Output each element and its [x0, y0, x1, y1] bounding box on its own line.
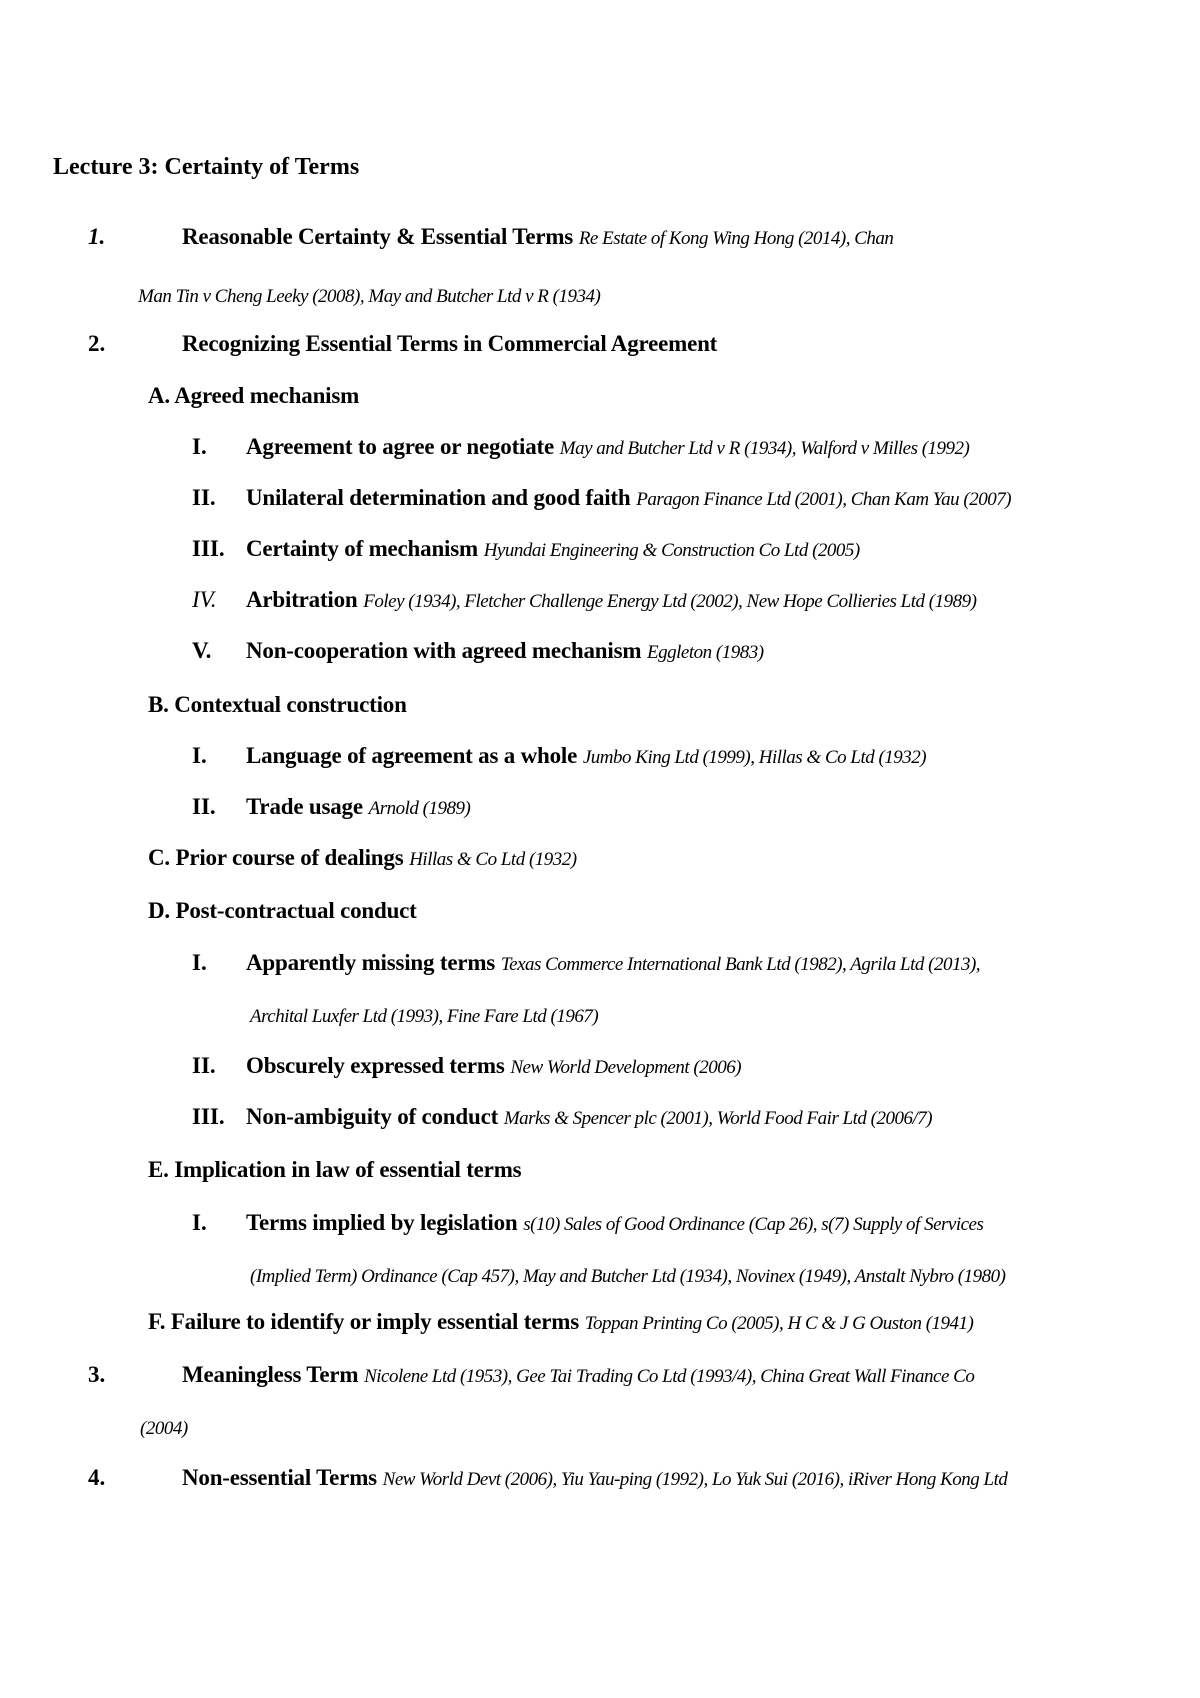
e-item-1-heading: Terms implied by legislation	[246, 1210, 518, 1235]
section-1-number: 1.	[88, 224, 106, 249]
a-item-2	[246, 485, 1011, 511]
section-3-cases-line2: (2004)	[140, 1418, 188, 1439]
a-item-2-number: II.	[192, 485, 216, 510]
section-3-cases: Nicolene Ltd (1953), Gee Tai Trading Co Ltd (1993/4), China Great Wall Finance Co	[364, 1366, 975, 1387]
a-item-3-heading: Certainty of mechanism	[246, 536, 478, 561]
section-4	[182, 1465, 1007, 1491]
b-item-2-cases: Arnold (1989)	[368, 798, 471, 819]
section-2-heading: Recognizing Essential Terms in Commercial Agreement	[182, 331, 718, 356]
section-3-cases-continued	[140, 1414, 188, 1440]
a-item-1	[246, 434, 969, 460]
subsection-a-label: A. Agreed mechanism	[148, 383, 360, 408]
a-item-3	[246, 536, 860, 562]
e-item-1-cases-continued	[250, 1262, 1005, 1288]
subsection-e-label: E. Implication in law of essential terms	[148, 1157, 522, 1182]
a-item-5-number: V.	[192, 638, 212, 663]
a-item-4-heading: Arbitration	[246, 587, 358, 612]
b-item-2	[246, 794, 470, 820]
subsection-f	[148, 1309, 973, 1335]
a-item-2-cases: Paragon Finance Ltd (2001), Chan Kam Yau (2007)	[636, 489, 1012, 510]
subsection-c-label: C. Prior course of dealings	[148, 845, 404, 870]
d-item-1-cases-line2: Archital Luxfer Ltd (1993), Fine Fare Ltd (1967)	[250, 1006, 599, 1027]
subsection-f-cases: Toppan Printing Co (2005), H C & J G Ouston (1941)	[584, 1313, 974, 1334]
subsection-e	[148, 1157, 521, 1183]
a-item-4	[246, 587, 976, 613]
a-item-4-cases: Foley (1934), Fletcher Challenge Energy Ltd (2002), New Hope Collieries Ltd (1989)	[363, 591, 977, 612]
subsection-a	[148, 383, 359, 409]
section-1-cases: Re Estate of Kong Wing Hong (2014), Chan	[578, 228, 894, 249]
d-item-3-cases: Marks & Spencer plc (2001), World Food Fair Ltd (2006/7)	[503, 1108, 933, 1129]
a-item-1-heading: Agreement to agree or negotiate	[246, 434, 555, 459]
d-item-3	[246, 1104, 932, 1130]
a-item-5-cases: Eggleton (1983)	[647, 642, 764, 663]
d-item-1-heading: Apparently missing terms	[246, 950, 496, 975]
subsection-d	[148, 898, 417, 924]
subsection-f-label: F. Failure to identify or imply essential terms	[148, 1309, 579, 1334]
e-item-1-cases: s(10) Sales of Good Ordinance (Cap 26), s(7) Supply of Services	[523, 1214, 984, 1235]
d-item-1-number: I.	[192, 950, 207, 975]
d-item-2	[246, 1053, 741, 1079]
section-1-heading: Reasonable Certainty & Essential Terms	[182, 224, 574, 249]
a-item-4-number: IV.	[192, 587, 217, 612]
section-3-heading: Meaningless Term	[182, 1362, 359, 1387]
e-item-1	[246, 1210, 983, 1236]
d-item-3-heading: Non-ambiguity of conduct	[246, 1104, 499, 1129]
e-item-1-number: I.	[192, 1210, 207, 1235]
section-3	[182, 1362, 974, 1388]
d-item-3-number: III.	[192, 1104, 225, 1129]
d-item-2-heading: Obscurely expressed terms	[246, 1053, 505, 1078]
d-item-2-number: II.	[192, 1053, 216, 1078]
section-1-cases-line2: Man Tin v Cheng Leeky (2008), May and Butcher Ltd v R (1934)	[138, 286, 601, 307]
d-item-1	[246, 950, 980, 976]
d-item-2-cases: New World Development (2006)	[510, 1057, 742, 1078]
subsection-b-label: B. Contextual construction	[148, 692, 407, 717]
b-item-2-heading: Trade usage	[246, 794, 363, 819]
a-item-5-heading: Non-cooperation with agreed mechanism	[246, 638, 642, 663]
section-4-cases: New World Devt (2006), Yiu Yau-ping (1992), Lo Yuk Sui (2016), iRiver Hong Kong Ltd	[382, 1469, 1008, 1490]
section-1	[182, 224, 893, 250]
d-item-1-cases: Texas Commerce International Bank Ltd (1982), Agrila Ltd (2013),	[500, 954, 981, 975]
e-item-1-cases-line2: (Implied Term) Ordinance (Cap 457), May and Butcher Ltd (1934), Novinex (1949), Anstalt Nybro (1980)	[250, 1266, 1006, 1287]
section-1-cases-continued	[138, 282, 600, 308]
a-item-3-number: III.	[192, 536, 225, 561]
document-title: Lecture 3: Certainty of Terms	[53, 154, 360, 180]
section-4-number: 4.	[88, 1465, 106, 1490]
a-item-1-cases: May and Butcher Ltd v R (1934), Walford v Milles (1992)	[559, 438, 970, 459]
subsection-d-label: D. Post-contractual conduct	[148, 898, 417, 923]
a-item-2-heading: Unilateral determination and good faith	[246, 485, 631, 510]
section-2-number: 2.	[88, 331, 106, 356]
subsection-c-cases: Hillas & Co Ltd (1932)	[409, 849, 577, 870]
a-item-3-cases: Hyundai Engineering & Construction Co Ltd (2005)	[483, 540, 860, 561]
b-item-1	[246, 743, 926, 769]
a-item-1-number: I.	[192, 434, 207, 459]
section-2	[182, 331, 717, 357]
subsection-c	[148, 845, 577, 871]
section-3-number: 3.	[88, 1362, 106, 1387]
d-item-1-cases-continued	[250, 1002, 598, 1028]
b-item-1-cases: Jumbo King Ltd (1999), Hillas & Co Ltd (1932)	[582, 747, 927, 768]
subsection-b	[148, 692, 407, 718]
b-item-1-number: I.	[192, 743, 207, 768]
a-item-5	[246, 638, 764, 664]
b-item-1-heading: Language of agreement as a whole	[246, 743, 578, 768]
b-item-2-number: II.	[192, 794, 216, 819]
section-4-heading: Non-essential Terms	[182, 1465, 377, 1490]
